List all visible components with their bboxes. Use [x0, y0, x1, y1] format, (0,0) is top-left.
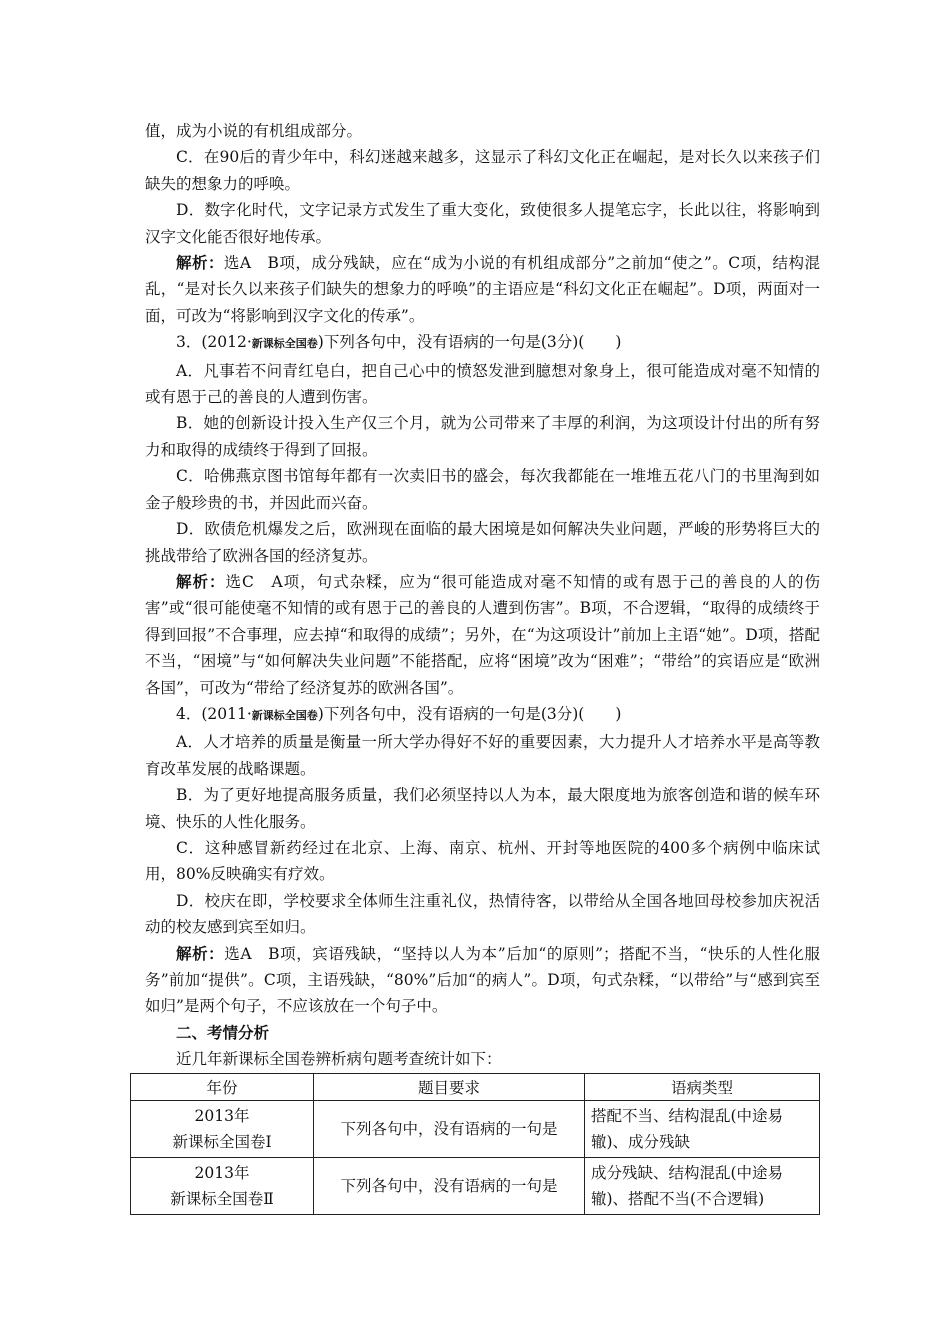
- header-requirement: 题目要求: [314, 1074, 585, 1101]
- analysis-text: 选C A项，句式杂糅，应为“很可能造成对毫不知情的或有恩于己的善良的人的伤害”或“很可能使毫不知情的或有恩于己的善良的人遭到伤害”。B项，不合逻辑，“取得的成绩终于得到回报”不合事理，应去掉“和取得的成绩”；另外，在“为这项设计”前加上主语“她”。D项，搭配不当，“困境”与“如何解决失业问题”不能搭配，应将“困境”改为“困难”；“带给”的宾语应是“欧洲各国”，可改为“带给了经济复苏的欧洲各国”。: [145, 572, 820, 697]
- table-intro: 近几年新课标全国卷辨析病句题考查统计如下：: [176, 1050, 502, 1069]
- cell-error-type: 成分残缺、结构混乱(中途易辙)、搭配不当(不合逻辑): [585, 1158, 820, 1215]
- analysis-3: [145, 569, 820, 701]
- cell-year: [131, 1158, 314, 1215]
- table-row: [131, 1158, 820, 1215]
- question-stem: )下列各句中，没有语病的一句是(3分)( ): [317, 333, 622, 352]
- paper-text: 新课标全国卷Ⅰ: [172, 1133, 272, 1151]
- paragraph-continued: 值，成为小说的有机组成部分。: [145, 122, 363, 140]
- option-4a: A．人才培养的质量是衡量一所大学办得好不好的重要因素，大力提升人才培养水平是高等教育改革发展的战略课题。: [145, 733, 820, 778]
- paper-text: 新课标全国卷Ⅱ: [170, 1190, 274, 1208]
- year-text: 2013年: [194, 1164, 250, 1182]
- stats-table: [130, 1073, 820, 1215]
- analysis-label: 解析：: [176, 253, 224, 273]
- analysis-2: [145, 250, 820, 329]
- analysis-4: [145, 941, 820, 1020]
- question-4: [145, 701, 820, 729]
- cell-requirement: 下列各句中，没有语病的一句是: [314, 1101, 585, 1158]
- option-3a: A．凡事若不问青红皂白，把自己心中的愤怒发泄到臆想对象身上，很可能造成对毫不知情的或有恩于己的善良的人遭到伤害。: [145, 361, 820, 407]
- analysis-text: 选A B项，宾语残缺，“坚持以人为本”后加“的原则”；搭配不当，“快乐的人性化服务”前加“提供”。C项，主语残缺，“80%”后加“的病人”。D项，句式杂糅，“以带给”与“感到宾至如归”是两个句子，不应该放在一个句子中。: [145, 944, 820, 1016]
- option-2c: C．在90后的青少年中，科幻迷越来越多，这显示了科幻文化正在崛起，是对长久以来孩子们缺失的想象力的呼唤。: [145, 148, 820, 193]
- question-source: 新课标全国卷: [251, 337, 318, 351]
- question-number: 3．(2012·: [176, 333, 252, 352]
- header-error-type: 语病类型: [585, 1074, 820, 1101]
- question-stem: )下列各句中，没有语病的一句是(3分)( ): [317, 704, 622, 723]
- cell-year: [131, 1101, 314, 1158]
- document-body: [145, 118, 820, 1073]
- option-3d: D．欧债危机爆发之后，欧洲现在面临的最大困境是如何解决失业问题，严峻的形势将巨大的挑战带给了欧洲各国的经济复苏。: [145, 520, 820, 565]
- option-4c: C．这种感冒新药经过在北京、上海、南京、杭州、开封等地医院的400多个病例中临床试用，80%反映确实有疗效。: [145, 838, 820, 884]
- option-3b: B．她的创新设计投入生产仅三个月，就为公司带来了丰厚的利润，为这项设计付出的所有努力和取得的成绩终于得到了回报。: [145, 414, 820, 459]
- option-2d: D．数字化时代，文字记录方式发生了重大变化，致使很多人提笔忘字，长此以往，将影响到汉字文化能否很好地传承。: [145, 201, 820, 246]
- option-3c: C．哈佛燕京图书馆每年都有一次卖旧书的盛会，每次我都能在一堆堆五花八门的书里淘到如金子般珍贵的书，并因此而兴奋。: [145, 467, 820, 512]
- question-number: 4．(2011·: [176, 704, 252, 723]
- analysis-label: 解析：: [176, 943, 225, 963]
- option-4d: D．校庆在即，学校要求全体师生注重礼仪，热情待客，以带给从全国各地回母校参加庆祝活动的校友感到宾至如归。: [145, 891, 820, 937]
- option-4b: B．为了更好地提高服务质量，我们必须坚持以人为本，最大限度地为旅客创造和谐的候车环境、快乐的人性化服务。: [145, 786, 820, 831]
- question-source: 新课标全国卷: [251, 708, 318, 722]
- question-3: [145, 329, 820, 357]
- section-heading: 二、考情分析: [176, 1022, 270, 1042]
- analysis-text: 选A B项，成分残缺，应在“成为小说的有机组成部分”之前加“使之”。C项，结构混乱，“是对长久以来孩子们缺失的想象力的呼唤”的主语应是“科幻文化正在崛起”。D项，两面对一面，可改为“将影响到汉字文化的传承”。: [145, 254, 820, 325]
- year-text: 2013年: [194, 1107, 250, 1125]
- analysis-label: 解析：: [176, 571, 226, 591]
- header-year: 年份: [131, 1074, 314, 1101]
- table-header-row: [131, 1074, 820, 1101]
- cell-requirement: 下列各句中，没有语病的一句是: [314, 1158, 585, 1215]
- table-row: [131, 1101, 820, 1158]
- cell-error-type: 搭配不当、结构混乱(中途易辙)、成分残缺: [585, 1101, 820, 1158]
